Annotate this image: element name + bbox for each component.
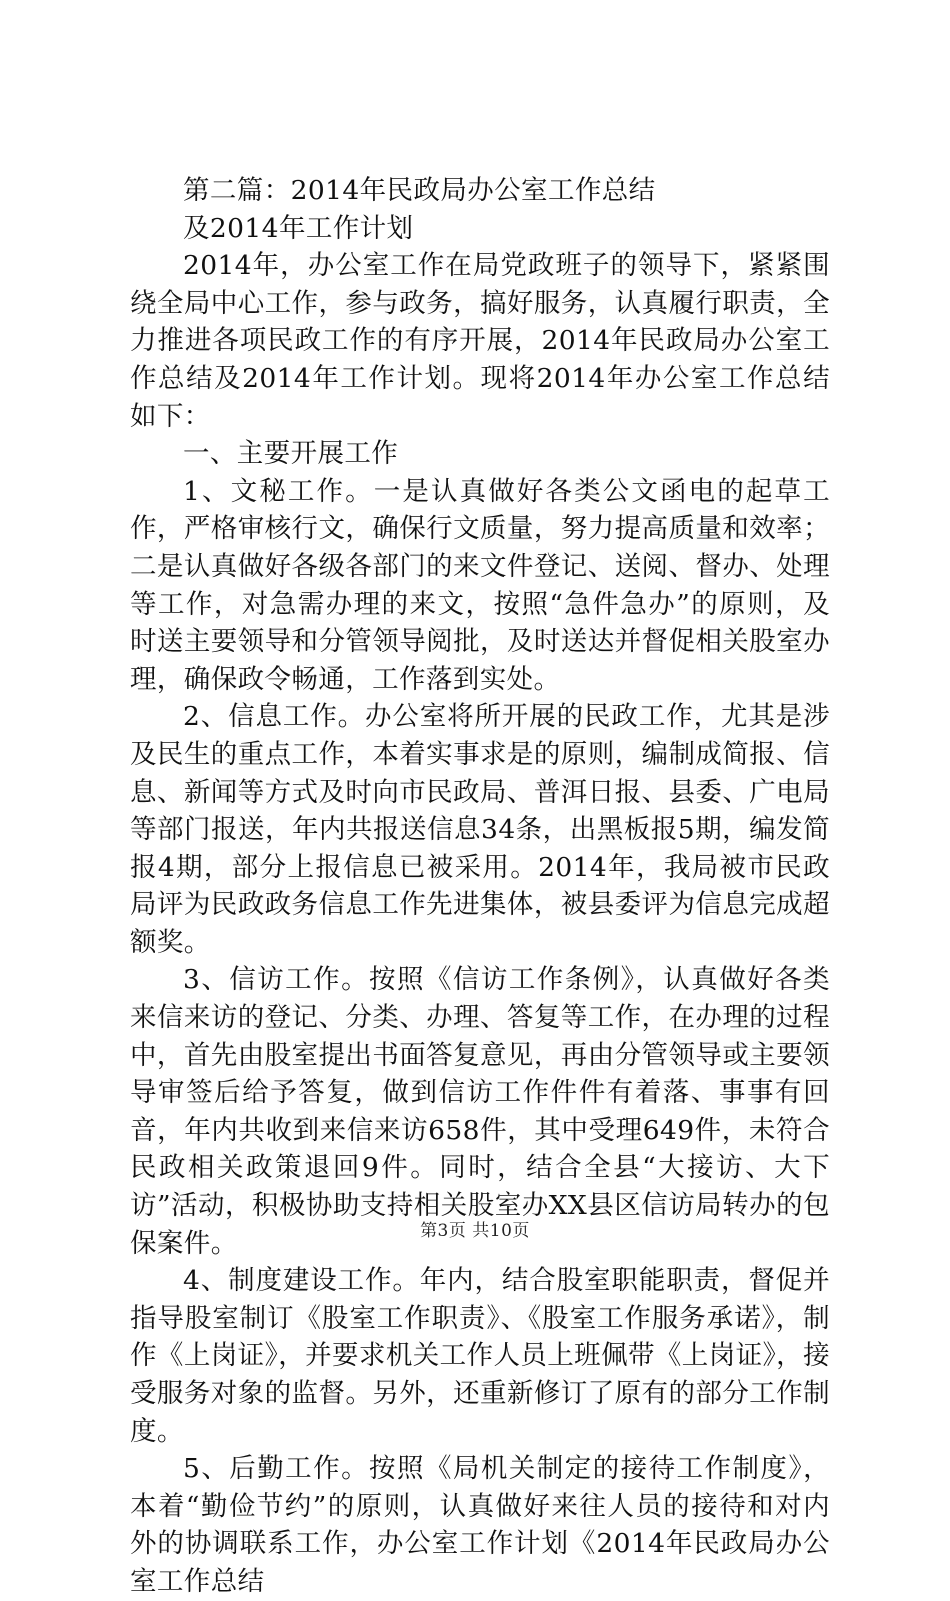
document-body (130, 172, 830, 1601)
page-number-footer: 第3页 共10页 (420, 1221, 530, 1241)
document-title-continued: 及2014年工作计划 (183, 212, 414, 244)
paragraph-secretarial: 1、文秘工作。一是认真做好各类公文函电的起草工作，严格审核行文，确保行文质量，努力提高质量和效率；二是认真做好各级各部门的来文件登记、送阅、督办、处理等工作，对急需办理的来文，按照“急件急办”的原则，及时送主要领导和分管领导阅批，及时送达并督促相关股室办理，确保政令畅通，工作落到实处。 (130, 475, 830, 695)
paragraph-logistics: 5、后勤工作。按照《局机关制定的接待工作制度》，本着“勤俭节约”的原则，认真做好来往人员的接待和对内外的协调联系工作，办公室工作计划《2014年民政局办公室工作总结 (130, 1453, 830, 1597)
document-title: 第二篇：2014年民政局办公室工作总结 (183, 175, 656, 206)
paragraph-information: 2、信息工作。办公室将所开展的民政工作，尤其是涉及民生的重点工作，本着实事求是的原则，编制成简报、信息、新闻等方式及时向市民政局、普洱日报、县委、广电局等部门报送，年内共报送信息34条，出黑板报5期，编发简报4期，部分上报信息已被采用。2014年，我局被市民政局评为民政政务信息工作先进集体，被县委评为信息完成超额奖。 (130, 701, 830, 958)
paragraph-intro: 2014年，办公室工作在局党政班子的领导下，紧紧围绕全局中心工作，参与政务，搞好服务，认真履行职责，全力推进各项民政工作的有序开展，2014年民政局办公室工作总结及2014年工作计划。现将2014年办公室工作总结如下： (130, 250, 830, 432)
section-heading: 一、主要开展工作 (183, 438, 399, 470)
paragraph-petitions: 3、信访工作。按照《信访工作条例》，认真做好各类来信来访的登记、分类、办理、答复等工作，在办理的过程中，首先由股室提出书面答复意见，再由分管领导或主要领导审签后给予答复，做到信访工作件件有着落、事事有回音，年内共收到来信来访658件，其中受理649件，未符合民政相关政策退回9件。同时，结合全县“大接访、大下访”活动，积极协助支持相关股室办XX县区信访局转办的包保案件。 (130, 964, 830, 1259)
paragraph-institutions: 4、制度建设工作。年内，结合股室职能职责，督促并指导股室制订《股室工作职责》、《股室工作服务承诺》，制作《上岗证》，并要求机关工作人员上班佩带《上岗证》，接受服务对象的监督。另外，还重新修订了原有的部分工作制度。 (130, 1265, 830, 1447)
